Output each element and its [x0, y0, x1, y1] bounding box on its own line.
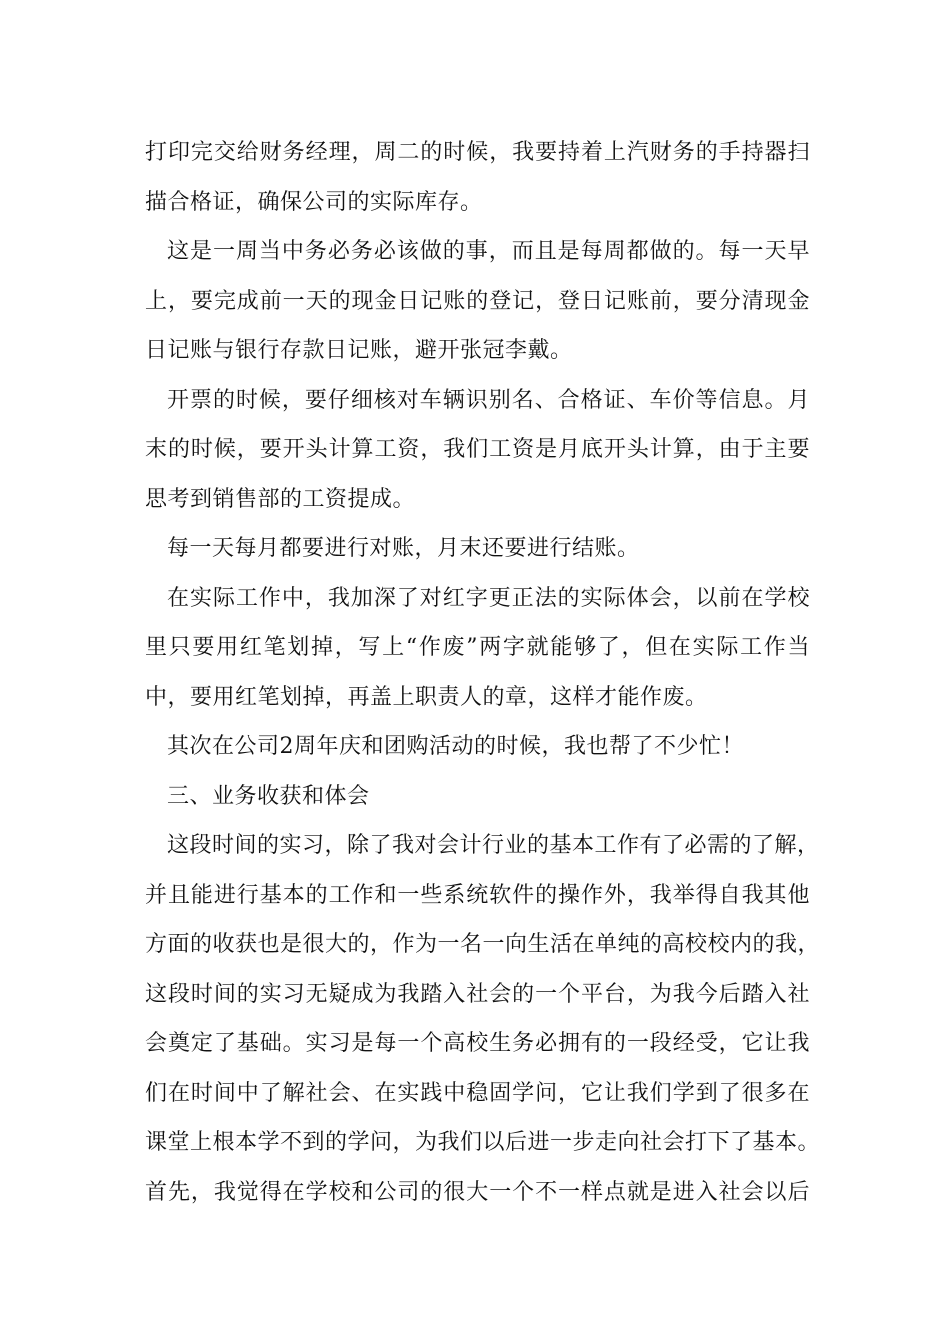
text-line: 末的时候，要开头计算工资，我们工资是月底开头计算，由于主要 — [145, 437, 810, 462]
text-line: 方面的收获也是很大的，作为一名一向生活在单纯的高校校内的我， — [145, 932, 821, 957]
paragraph-start-line: 开票的时候，要仔细核对车辆识别名、合格证、车价等信息。月 — [167, 387, 810, 413]
paragraph-start-line: 这段时间的实习，除了我对会计行业的基本工作有了必需的了解， — [167, 833, 820, 858]
text-line: 这段时间的实习无疑成为我踏入社会的一个平台，为我今后踏入社 — [145, 981, 810, 1007]
paragraph-start-line: 这是一周当中务必务必该做的事，而且是每周都做的。每一天早 — [167, 239, 810, 264]
text-line: 思考到销售部的工资提成。 — [145, 486, 416, 512]
text-line: 首先，我觉得在学校和公司的很大一个不一样点就是进入社会以后 — [145, 1179, 810, 1205]
text-line: 们在时间中了解社会、在实践中稳固学问，它让我们学到了很多在 — [145, 1080, 810, 1106]
text-line: 日记账与银行存款日记账，避开张冠李戴。 — [145, 338, 573, 363]
text-line: 并且能进行基本的工作和一些系统软件的操作外，我举得自我其他 — [145, 882, 810, 908]
text-line: 上，要完成前一天的现金日记账的登记，登日记账前，要分清现金 — [145, 288, 810, 314]
section-heading: 三、业务收获和体会 — [167, 783, 370, 809]
text-line: 课堂上根本学不到的学问，为我们以后进一步走向社会打下了基本。 — [145, 1130, 821, 1155]
paragraph-start-line: 在实际工作中，我加深了对红字更正法的实际体会，以前在学校 — [167, 585, 810, 611]
text-line: 打印完交给财务经理，周二的时候，我要持着上汽财务的手持器扫 — [145, 140, 810, 165]
text-line: 会奠定了基础。实习是每一个高校生务必拥有的一段经受，它让我 — [145, 1031, 810, 1056]
document-body — [145, 128, 821, 1217]
text-line: 里只要用红笔划掉，写上“作废”两字就能够了，但在实际工作当 — [145, 635, 810, 660]
paragraph-start-line: 其次在公司2周年庆和团购活动的时候，我也帮了不少忙！ — [167, 734, 744, 759]
text-line: 中，要用红笔划掉，再盖上职责人的章，这样才能作废。 — [145, 684, 708, 710]
paragraph-start-line: 每一天每月都要进行对账，月末还要进行结账。 — [167, 536, 640, 561]
text-line: 描合格证，确保公司的实际库存。 — [145, 189, 483, 215]
